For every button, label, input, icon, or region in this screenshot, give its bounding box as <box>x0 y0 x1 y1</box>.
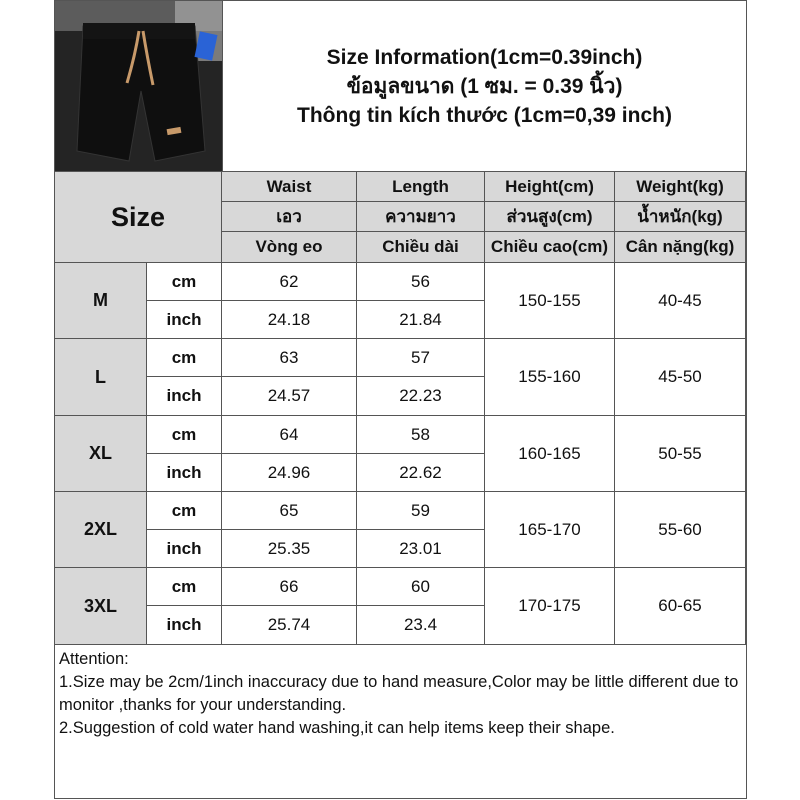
unit-inch: inch <box>147 377 222 416</box>
length-inch-3xl: 23.4 <box>357 606 485 645</box>
col-weight-en: Weight(kg) <box>615 172 746 202</box>
product-photo <box>55 1 223 172</box>
waist-inch-2xl: 25.35 <box>222 530 357 568</box>
col-height-th: ส่วนสูง(cm) <box>485 202 615 232</box>
waist-cm-m: 62 <box>222 263 357 301</box>
size-information-header <box>223 1 746 172</box>
black-shorts-photo-icon <box>55 1 223 172</box>
col-length-th: ความยาว <box>357 202 485 232</box>
height-m: 150-155 <box>485 263 615 339</box>
height-3xl: 170-175 <box>485 568 615 645</box>
col-waist-th: เอว <box>222 202 357 232</box>
height-xl: 160-165 <box>485 416 615 492</box>
col-weight-th: น้ำหนัก(kg) <box>615 202 746 232</box>
waist-inch-xl: 24.96 <box>222 454 357 492</box>
size-cell-2xl: 2XL <box>55 492 147 568</box>
waist-inch-3xl: 25.74 <box>222 606 357 645</box>
size-cell-m: M <box>55 263 147 339</box>
length-inch-2xl: 23.01 <box>357 530 485 568</box>
weight-2xl: 55-60 <box>615 492 746 568</box>
unit-inch: inch <box>147 530 222 568</box>
col-length-en: Length <box>357 172 485 202</box>
col-height-vi: Chiều cao(cm) <box>485 232 615 263</box>
length-cm-l: 57 <box>357 339 485 377</box>
unit-cm: cm <box>147 263 222 301</box>
unit-inch: inch <box>147 606 222 645</box>
weight-3xl: 60-65 <box>615 568 746 645</box>
col-waist-en: Waist <box>222 172 357 202</box>
length-inch-m: 21.84 <box>357 301 485 339</box>
unit-cm: cm <box>147 492 222 530</box>
size-header: Size <box>55 172 222 263</box>
unit-cm: cm <box>147 416 222 454</box>
length-cm-3xl: 60 <box>357 568 485 606</box>
waist-cm-3xl: 66 <box>222 568 357 606</box>
weight-m: 40-45 <box>615 263 746 339</box>
length-inch-xl: 22.62 <box>357 454 485 492</box>
weight-l: 45-50 <box>615 339 746 416</box>
waist-cm-2xl: 65 <box>222 492 357 530</box>
height-l: 155-160 <box>485 339 615 416</box>
length-cm-2xl: 59 <box>357 492 485 530</box>
length-inch-l: 22.23 <box>357 377 485 416</box>
size-cell-l: L <box>55 339 147 416</box>
col-length-vi: Chiều dài <box>357 232 485 263</box>
col-height-en: Height(cm) <box>485 172 615 202</box>
weight-xl: 50-55 <box>615 416 746 492</box>
notes-item-1: 1.Size may be 2cm/1inch inaccuracy due to hand measure,Color may be little different due to monitor ,thanks for your understanding. <box>59 673 739 714</box>
length-cm-m: 56 <box>357 263 485 301</box>
col-weight-vi: Cân nặng(kg) <box>615 232 746 263</box>
col-waist-vi: Vòng eo <box>222 232 357 263</box>
waist-inch-m: 24.18 <box>222 301 357 339</box>
unit-inch: inch <box>147 454 222 492</box>
length-cm-xl: 58 <box>357 416 485 454</box>
waist-cm-l: 63 <box>222 339 357 377</box>
height-2xl: 165-170 <box>485 492 615 568</box>
notes-item-2: 2.Suggestion of cold water hand washing,it can help items keep their shape. <box>59 719 615 737</box>
waist-inch-l: 24.57 <box>222 377 357 416</box>
unit-cm: cm <box>147 568 222 606</box>
attention-notes <box>55 646 746 742</box>
waist-cm-xl: 64 <box>222 416 357 454</box>
notes-title: Attention: <box>59 650 129 668</box>
unit-cm: cm <box>147 339 222 377</box>
size-cell-xl: XL <box>55 416 147 492</box>
size-chart-sheet <box>54 0 747 799</box>
header-vietnamese: Thông tin kích thước (1cm=0,39 inch) <box>297 103 672 127</box>
unit-inch: inch <box>147 301 222 339</box>
table-bottom-border <box>55 644 746 645</box>
header-english: Size Information(1cm=0.39inch) <box>326 45 643 69</box>
header-thai: ข้อมูลขนาด (1 ซม. = 0.39 นิ้ว) <box>346 74 623 98</box>
size-cell-3xl: 3XL <box>55 568 147 645</box>
